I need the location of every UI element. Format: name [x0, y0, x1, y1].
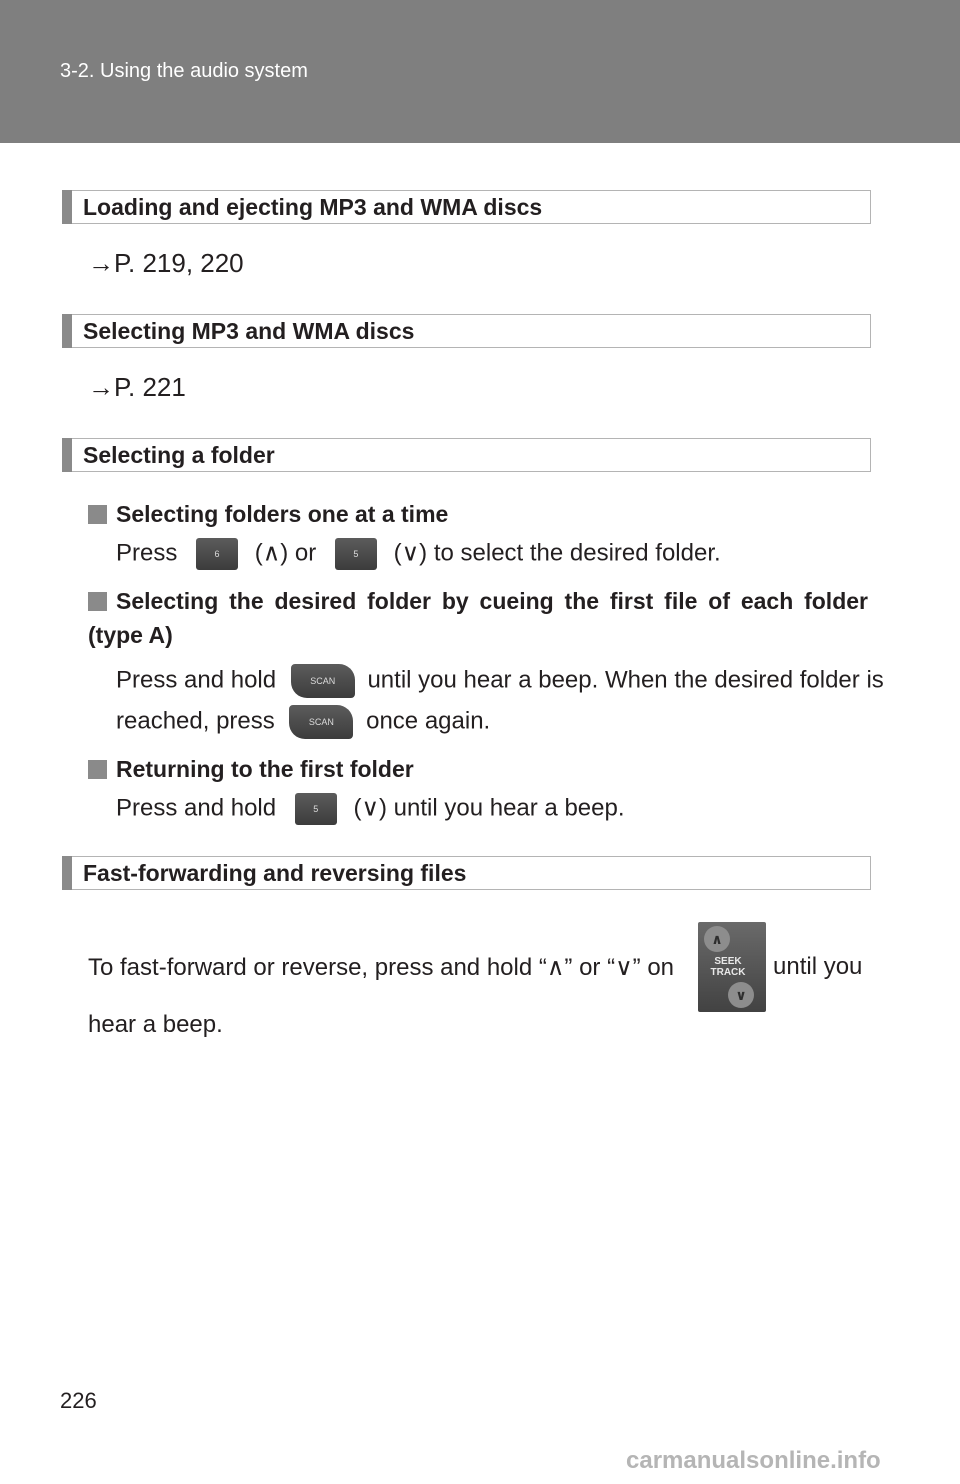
- subheading-cueing: Selecting the desired folder by cueing the first file of each folder (type A): [88, 588, 868, 648]
- page-reference: →P. 221: [88, 372, 186, 402]
- chevron-down-icon: ∨: [728, 982, 754, 1008]
- preset-5-button-icon: 5: [295, 793, 337, 825]
- instruction-line: Press and hold SCAN until you hear a beep. When the desired folder is: [116, 663, 884, 698]
- instruction-line: Press 6 (∧) or 5 (∨) to select the desired folder.: [116, 536, 721, 571]
- fastforward-text-line2: hear a beep.: [88, 1011, 223, 1038]
- instruction-line: Press and hold 5 (∨) until you hear a beep.: [116, 791, 625, 826]
- page-header: [0, 0, 960, 143]
- square-bullet-icon: [88, 592, 107, 611]
- section-loading-ejecting: [62, 190, 871, 224]
- section-title: Selecting a folder: [83, 442, 275, 468]
- subheading-first-folder: Returning to the first folder: [88, 752, 868, 786]
- section-title: Selecting MP3 and WMA discs: [83, 318, 415, 344]
- subheading-one-at-a-time: Selecting folders one at a time: [88, 497, 868, 531]
- scan-button-icon: SCAN: [289, 705, 353, 739]
- page-number: 226: [60, 1388, 97, 1413]
- scan-button-icon: SCAN: [291, 664, 355, 698]
- header-title: 3-2. Using the audio system: [60, 60, 308, 82]
- section-title: Fast-forwarding and reversing files: [83, 860, 467, 886]
- instruction-line: reached, press SCAN once again.: [116, 704, 490, 739]
- preset-5-button-icon: 5: [335, 538, 377, 570]
- preset-6-button-icon: 6: [196, 538, 238, 570]
- seek-track-label: SEEK TRACK: [710, 956, 746, 978]
- watermark: carmanualsonline.info: [626, 1447, 881, 1474]
- section-selecting-folder: [62, 438, 871, 472]
- square-bullet-icon: [88, 505, 107, 524]
- seek-track-button-icon: [698, 922, 766, 1012]
- page-reference: →P. 219, 220: [88, 248, 244, 278]
- section-title: Loading and ejecting MP3 and WMA discs: [83, 194, 543, 220]
- section-fast-forward: [62, 856, 871, 890]
- section-selecting-discs: [62, 314, 871, 348]
- square-bullet-icon: [88, 760, 107, 779]
- fastforward-text-line1-end: until you: [773, 953, 863, 980]
- fastforward-text-line1: To fast-forward or reverse, press and hold “∧” or “∨” on: [88, 954, 675, 981]
- chevron-up-icon: ∧: [704, 926, 730, 952]
